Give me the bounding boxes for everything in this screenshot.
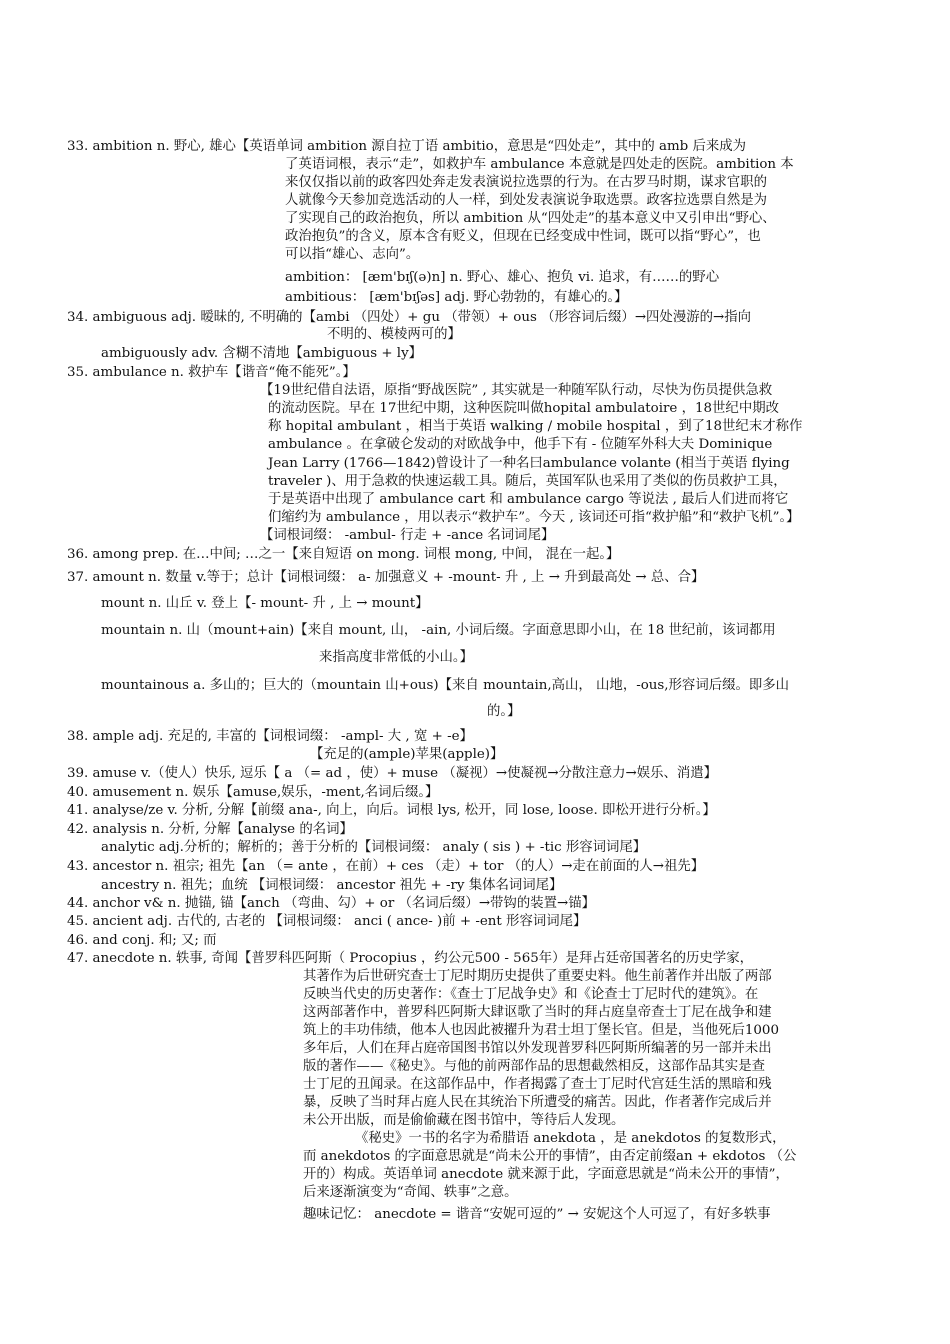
entry-37-line-1: 37. amount n. 数量 v.等于；总计【词根词缀： a- 加强意义 + -mount- 升 , 上 → 升到最高处 → 总、合】 bbox=[67, 570, 705, 585]
entry-33-line-2: 了英语词根，表示“走”，如救护车 ambulance 本意就是四处走的医院。ambition 本 bbox=[285, 157, 794, 172]
entry-47-line-13: 开的）构成。英语单词 anecdote 就来源于此，字面意思就是“尚未公开的事情”， bbox=[303, 1167, 789, 1182]
entry-35-line-2: 【19世纪借自法语，原指“野战医院” , 其实就是一种随军队行动，尽快为伤员提供急救 bbox=[260, 383, 773, 398]
entry-47-line-9: 暴，反映了当时拜占庭人民在其统治下所遭受的痛苦。因此，作者著作完成后并 bbox=[303, 1095, 772, 1110]
entry-45-line-1: 45. ancient adj. 古代的, 古老的 【词根词缀： anci ( ance- )前 + -ent 形容词词尾】 bbox=[67, 914, 587, 929]
entry-33-line-3: 来仅仅指以前的政客四处奔走发表演说拉选票的行为。在古罗马时期，谋求官职的 bbox=[285, 175, 768, 190]
entry-37-line-2: mount n. 山丘 v. 登上【- mount- 升 , 上 → mount】 bbox=[101, 596, 429, 611]
entry-34-line-1: 34. ambiguous adj. 暧昧的, 不明确的【ambi （四处）+ gu （带领）+ ous （形容词后缀）→四处漫游的→指向 bbox=[67, 310, 751, 325]
entry-36-line-1: 36. among prep. 在…中间; …之一【来自短语 on mong. 词根 mong, 中间， 混在一起。】 bbox=[67, 547, 620, 562]
entry-37-line-3: mountain n. 山（mount+ain)【来自 mount, 山， -ain, 小词后缀。字面意思即小山，在 18 世纪前，该词都用 bbox=[101, 623, 776, 638]
entry-47-line-6: 多年后，人们在拜占庭帝国图书馆以外发现普罗科匹阿斯所编著的另一部并未出 bbox=[303, 1041, 772, 1056]
entry-35-line-8: 于是英语中出现了 ambulance cart 和 ambulance cargo 等说法 , 最后人们进而将它 bbox=[268, 492, 789, 507]
entry-33-line-4: 人就像今天参加竞选活动的人一样，到处发表演说争取选票。政客拉选票自然是为 bbox=[285, 193, 768, 208]
entry-43-line-2: ancestry n. 祖先；血统 【词根词缀： ancestor 祖先 + -ry 集体名词词尾】 bbox=[101, 878, 563, 893]
entry-35-line-1: 35. ambulance n. 救护车【谐音“俺不能死”。】 bbox=[67, 365, 356, 380]
entry-33-line-8: ambition： [æm'bɪʃ(ə)n] n. 野心、雄心、抱负 vi. 追求，有……的野心 bbox=[285, 270, 720, 285]
entry-40-line-1: 40. amusement n. 娱乐【amuse,娱乐，-ment,名词后缀。】 bbox=[67, 785, 439, 800]
entry-33-line-6: 政治抱负”的含义，原本含有贬义，但现在已经变成中性词，既可以指“野心”，也 bbox=[285, 229, 761, 244]
entry-42-line-2: analytic adj.分析的；解析的；善于分析的【词根词缀： analy ( sis ) + -tic 形容词词尾】 bbox=[101, 840, 647, 855]
entry-47-line-8: 士丁尼的丑闻录。在这部作品中，作者揭露了查士丁尼时代宫廷生活的黑暗和残 bbox=[303, 1077, 772, 1092]
entry-37-line-6: 的。】 bbox=[487, 704, 521, 719]
entry-44-line-1: 44. anchor v& n. 抛锚, 锚【anch （弯曲、勾）+ or （名词后缀）→带钩的装置→锚】 bbox=[67, 896, 595, 911]
entry-47-line-4: 这两部著作中，普罗科匹阿斯大肆讴歌了当时的拜占庭皇帝查士丁尼在战争和建 bbox=[303, 1005, 772, 1020]
entry-47-line-1: 47. anecdote n. 轶事, 奇闻【普罗科匹阿斯（ Procopius ，约公元500 - 565年）是拜占廷帝国著名的历史学家， bbox=[67, 951, 753, 966]
entry-33-line-7: 可以指“雄心、志向”。 bbox=[285, 247, 420, 262]
entry-47-line-14: 后来逐渐演变为“奇闻、轶事”之意。 bbox=[303, 1185, 518, 1200]
entry-37-line-4: 来指高度非常低的小山。】 bbox=[319, 650, 473, 665]
entry-35-line-10: 【词根词缀： -ambul- 行走 + -ance 名词词尾】 bbox=[260, 528, 555, 543]
entry-38-line-2: 【充足的(ample)苹果(apple)】 bbox=[310, 747, 504, 762]
entry-47-line-15: 趣味记忆： anecdote = 谐音“安妮可逗的” → 安妮这个人可逗了，有好多轶事 bbox=[303, 1207, 771, 1222]
entry-33-line-1: 33. ambition n. 野心, 雄心【英语单词 ambition 源自拉丁语 ambitio，意思是“四处走”，其中的 amb 后来成为 bbox=[67, 139, 747, 154]
entry-34-line-3: ambiguously adv. 含糊不清地【ambiguous + ly】 bbox=[101, 346, 423, 361]
entry-47-line-2: 其著作为后世研究查士丁尼时期历史提供了重要史料。他生前著作并出版了两部 bbox=[303, 969, 772, 984]
entry-43-line-1: 43. ancestor n. 祖宗; 祖先【an （= ante ，在前）+ ces （走）+ tor （的人）→走在前面的人→祖先】 bbox=[67, 859, 705, 874]
entry-47-line-7: 版的著作——《秘史》。与他的前两部作品的思想截然相反，这部作品其实是查 bbox=[303, 1059, 765, 1074]
entry-37-line-5: mountainous a. 多山的；巨大的（mountain 山+ous)【来自 mountain,高山， 山地，-ous,形容词后缀。即多山 bbox=[101, 678, 790, 693]
entry-35-line-9: 们缩约为 ambulance ，用以表示“救护车”。今天 , 该词还可指“救护船”和“救护飞机”。】 bbox=[268, 510, 800, 525]
entry-33-line-9: ambitious： [æm'bɪʃəs] adj. 野心勃勃的，有雄心的。】 bbox=[285, 290, 628, 305]
entry-39-line-1: 39. amuse v.（使人）快乐, 逗乐【 a （= ad ，使）+ muse （凝视）→使凝视→分散注意力→娱乐、消遣】 bbox=[67, 766, 718, 781]
entry-41-line-1: 41. analyse/ze v. 分析, 分解【前缀 ana-, 向上，向后。词根 lys, 松开，同 lose, loose. 即松开进行分析。】 bbox=[67, 803, 716, 818]
entry-47-line-11: 《秘史》一书的名字为希腊语 anekdota ，是 anekdotos 的复数形式， bbox=[355, 1131, 786, 1146]
entry-38-line-1: 38. ample adj. 充足的, 丰富的【词根词缀： -ampl- 大 , 宽 + -e】 bbox=[67, 729, 473, 744]
entry-35-line-5: ambulance 。在拿破仑发动的对欧战争中，他手下有 - 位随军外科大夫 Dominique bbox=[268, 437, 773, 452]
entry-35-line-4: 称 hopital ambulant ，相当于英语 walking / mobile hospital ，到了18世纪末才称作 bbox=[268, 419, 803, 434]
entry-47-line-12: 而 anekdotos 的字面意思就是“尚未公开的事情”，由否定前缀an + ekdotos （公 bbox=[303, 1149, 797, 1164]
entry-35-line-3: 的流动医院。早在 17世纪中期，这种医院叫做hopital ambulatoire ，18世纪中期改 bbox=[268, 401, 779, 416]
entry-47-line-10: 未公开出版，而是偷偷藏在图书馆中，等待后人发现。 bbox=[303, 1113, 625, 1128]
entry-35-line-6: Jean Larry (1766—1842)曾设计了一种名曰ambulance volante (相当于英语 flying bbox=[268, 456, 790, 471]
entry-46-line-1: 46. and conj. 和; 又; 而 bbox=[67, 933, 217, 948]
entry-47-line-5: 筑上的丰功伟绩，他本人也因此被擢升为君士坦丁堡长官。但是，当他死后1000 bbox=[303, 1023, 779, 1038]
entry-47-line-3: 反映当代史的历史著作：《查士丁尼战争史》和《论查士丁尼时代的建筑》。在 bbox=[303, 987, 759, 1002]
entry-42-line-1: 42. analysis n. 分析, 分解【analyse 的名词】 bbox=[67, 822, 353, 837]
entry-34-line-2: 不明的、模棱两可的】 bbox=[327, 327, 461, 342]
entry-33-line-5: 了实现自己的政治抱负，所以 ambition 从“四处走”的基本意义中又引申出“野心、 bbox=[285, 211, 776, 226]
entry-35-line-7: traveler )、用于急救的快速运载工具。随后，英国军队也采用了类似的伤员救护工具， bbox=[268, 474, 787, 489]
